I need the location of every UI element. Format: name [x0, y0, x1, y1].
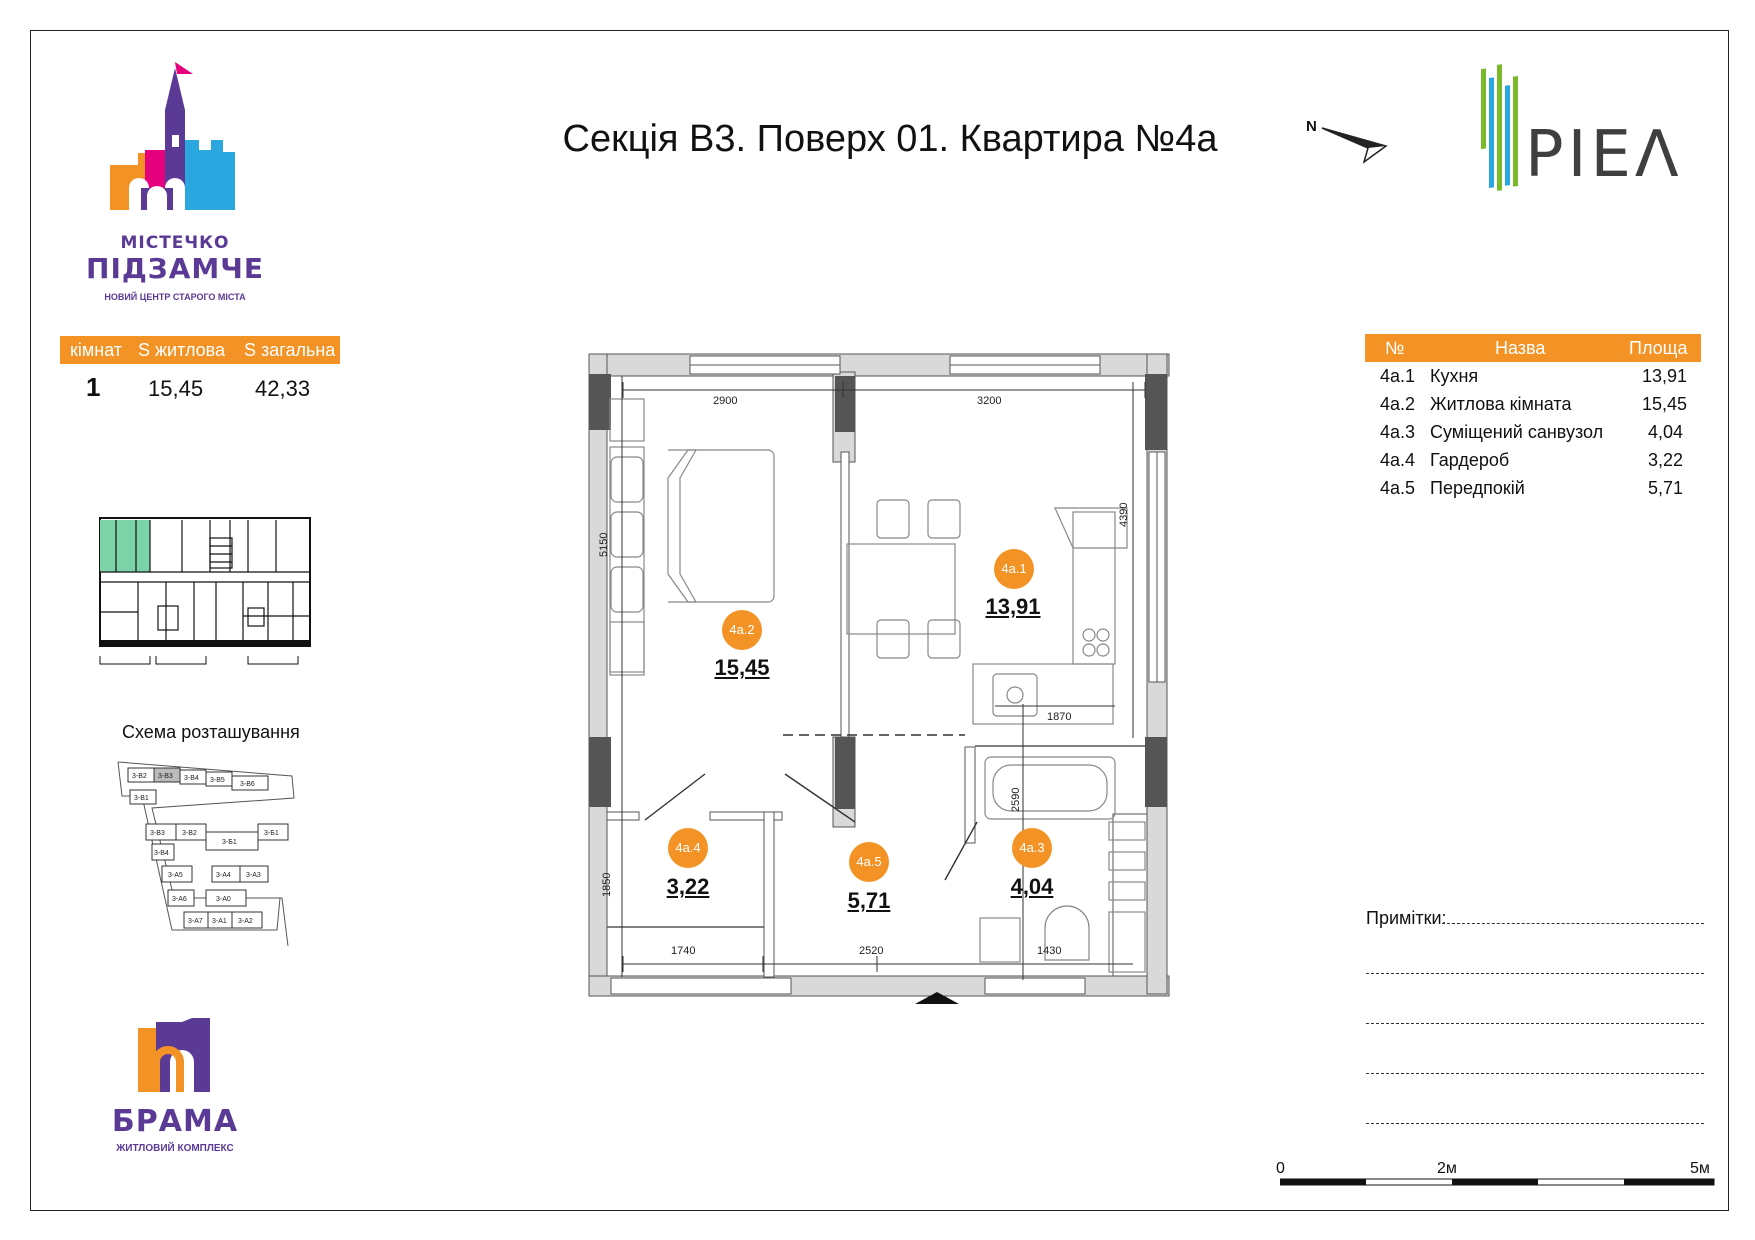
- dim-label: 1430: [1037, 945, 1062, 957]
- rooms-header-id: №: [1385, 338, 1405, 358]
- brand-top-line1: МІСТЕЧКО: [120, 233, 230, 253]
- site-label: 3-А3: [246, 872, 261, 879]
- site-label: 3-А1: [212, 918, 227, 925]
- site-label: 3-Б1: [264, 830, 279, 837]
- page-title: Секція В3. Поверх 01. Квартира №4а: [562, 118, 1218, 160]
- notes-line: [1366, 973, 1704, 974]
- brand-bottom-name: БРАМА: [111, 1104, 239, 1139]
- table-row: [1380, 390, 1415, 418]
- scale-bar: [1280, 1178, 1716, 1188]
- room-area: 5,71: [1648, 478, 1684, 498]
- dim-label: 1740: [671, 945, 696, 957]
- site-label: 3-В5: [210, 777, 225, 784]
- summary-living-value: 15,45: [148, 376, 204, 401]
- site-label: 3-А5: [168, 872, 183, 879]
- apartment-highlight: [100, 520, 150, 572]
- site-label: 3-В4: [184, 775, 199, 782]
- table-row: [1380, 362, 1415, 390]
- room-area-wardrobe: 3,22: [666, 874, 710, 899]
- dim-label: 2590: [1010, 787, 1022, 812]
- notes-line: [1366, 1023, 1704, 1024]
- compass-arrow-icon: [1318, 122, 1388, 166]
- summary-header: [60, 336, 340, 364]
- room-name: Житлова кімната: [1430, 394, 1572, 414]
- developer-logo-icon: [1475, 60, 1530, 208]
- notes-line: [1366, 1073, 1704, 1074]
- dim-label: 2900: [713, 395, 738, 407]
- notes-line: [1366, 1123, 1704, 1124]
- room-id: 4а.4: [1380, 450, 1416, 470]
- compass-north-label: N: [1306, 118, 1317, 135]
- location-caption: Схема розташування: [122, 722, 300, 742]
- room-name: Гардероб: [1430, 450, 1510, 470]
- brand-bottom-tagline: ЖИТЛОВИЙ КОМПЛЕКС: [116, 1143, 234, 1154]
- room-tag-living: 4а.2: [722, 610, 762, 650]
- scale-label-5m: 5м: [1690, 1160, 1710, 1177]
- developer-name: PIEΛ: [1525, 118, 1683, 192]
- room-name: Суміщений санвузол: [1430, 422, 1604, 442]
- dim-label: 4390: [1118, 502, 1130, 527]
- site-label: 3-В2: [182, 830, 197, 837]
- dim-label: 3200: [977, 395, 1002, 407]
- site-label: 3-А0: [216, 896, 231, 903]
- table-row: [1380, 474, 1415, 502]
- room-id: 4а.2: [1380, 394, 1416, 414]
- dim-label: 1850: [601, 872, 613, 897]
- summary-header-total: S загальна: [244, 340, 336, 360]
- room-area-living: 15,45: [714, 655, 770, 680]
- site-label: 3-В6: [240, 781, 255, 788]
- dim-label: 2520: [859, 945, 884, 957]
- room-area: 4,04: [1648, 422, 1684, 442]
- room-tag-kitchen: 4а.1: [994, 549, 1034, 589]
- room-tag-bathroom: 4а.3: [1012, 828, 1052, 868]
- scale-label-0: 0: [1276, 1160, 1285, 1177]
- rooms-table-header: [1365, 334, 1701, 362]
- scale-label-2m: 2м: [1437, 1160, 1457, 1177]
- site-label: 3-В1: [134, 795, 149, 802]
- site-scheme: [112, 748, 302, 958]
- summary-rooms-value: 1: [86, 372, 101, 402]
- site-label: 3-В3: [158, 773, 173, 780]
- rooms-header-area: Площа: [1629, 338, 1688, 358]
- summary-header-living: S житлова: [138, 340, 226, 360]
- room-area-kitchen: 13,91: [985, 594, 1041, 619]
- room-area: 13,91: [1642, 366, 1688, 386]
- site-label: 3-А7: [188, 918, 203, 925]
- room-area: 15,45: [1642, 394, 1688, 414]
- room-name: Кухня: [1430, 366, 1479, 386]
- site-label: 3-А2: [238, 918, 253, 925]
- summary-total-value: 42,33: [255, 376, 311, 401]
- room-area: 3,22: [1648, 450, 1684, 470]
- site-label: 3-А4: [216, 872, 231, 879]
- room-tag-wardrobe: 4а.4: [668, 828, 708, 868]
- room-id: 4а.1: [1380, 366, 1416, 386]
- table-row: [1380, 446, 1415, 474]
- summary-header-rooms: кімнат: [70, 340, 123, 360]
- dim-label: 5150: [598, 532, 610, 557]
- room-id: 4а.5: [1380, 478, 1416, 498]
- brama-logo-icon: [134, 1018, 214, 1092]
- site-label: 3-А6: [172, 896, 187, 903]
- table-row: [1380, 418, 1415, 446]
- room-area-hallway: 5,71: [847, 888, 891, 913]
- site-label: 3-Б1: [222, 839, 237, 846]
- room-name: Передпокій: [1430, 478, 1525, 498]
- room-area-bathroom: 4,04: [1010, 874, 1054, 899]
- room-id: 4а.3: [1380, 422, 1416, 442]
- brand-top-line2: ПІДЗАМЧЕ: [86, 252, 264, 285]
- pidzamche-logo-icon: [105, 60, 245, 220]
- room-tag-hallway: 4а.5: [849, 842, 889, 882]
- section-floor-plan: [98, 516, 313, 668]
- rooms-header-name: Назва: [1495, 338, 1546, 358]
- brand-top-tagline: НОВИЙ ЦЕНТР СТАРОГО МІСТА: [104, 292, 246, 302]
- site-label: 3-В2: [132, 773, 147, 780]
- site-label: 3-В3: [150, 830, 165, 837]
- site-label: 3-В4: [154, 850, 169, 857]
- notes-line: [1442, 923, 1704, 924]
- dim-label: 1870: [1047, 711, 1072, 723]
- notes-label: Примітки:: [1366, 908, 1447, 928]
